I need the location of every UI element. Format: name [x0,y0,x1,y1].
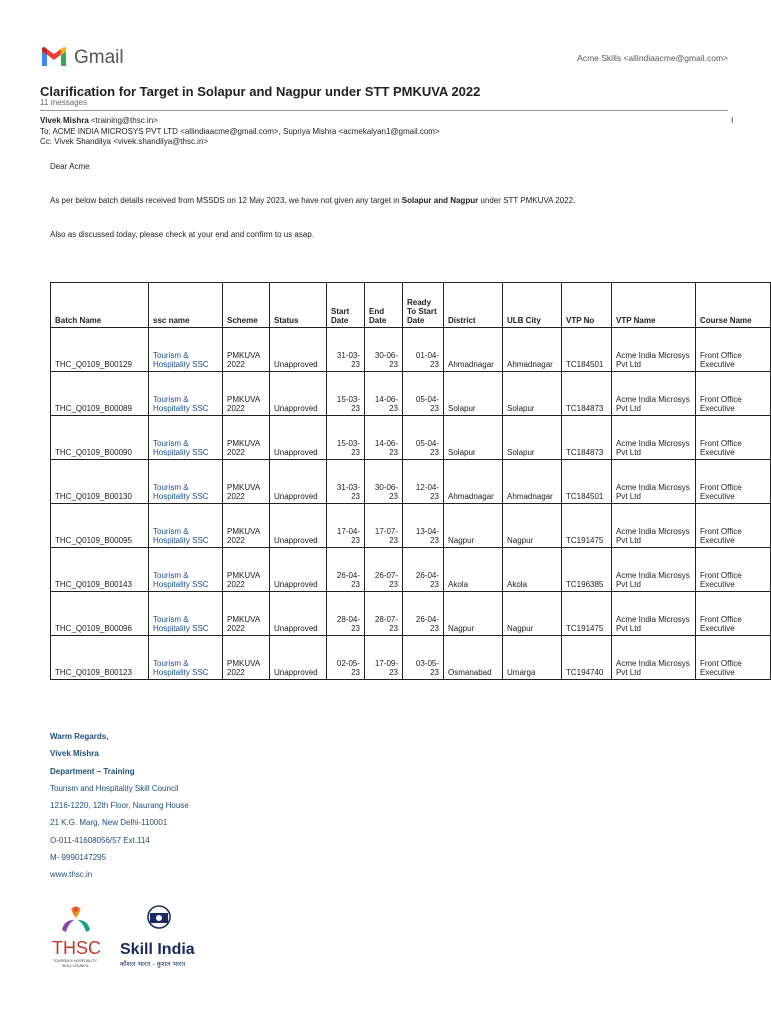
scheme-cell: PMKUVA 2022 [223,416,270,460]
col-header: Status [270,283,327,328]
status-cell: Unapproved [270,548,327,592]
batch-table-container [50,282,752,678]
district-cell: Akola [444,548,503,592]
status-cell: Unapproved [270,592,327,636]
col-header: VTP Name [612,283,696,328]
table-row [51,504,771,548]
start-date-cell: 31-03-23 [327,328,365,372]
skill-india-wordmark: Skill India [120,941,195,958]
ulb-city-cell: Ahmadnagar [503,460,562,504]
batch-name-cell: THC_Q0109_B00096 [51,592,149,636]
ssc-name-cell: Tourism & Hospitality SSC [149,328,223,372]
body-paragraph-2: Also as discussed today, please check at your end and confirm to us asap. [50,230,314,239]
sig-mobile: M- 9990147295 [50,853,107,863]
sender-name: Vivek Mishra [40,116,89,125]
vtp-no-cell: TC184501 [562,460,612,504]
batch-table-body [51,328,771,680]
course-name-cell: Front Office Executive [696,460,771,504]
col-header: Start Date [327,283,365,328]
ulb-city-cell: Nagpur [503,592,562,636]
scheme-cell: PMKUVA 2022 [223,548,270,592]
end-date-cell: 30-06-23 [365,328,403,372]
status-cell: Unapproved [270,460,327,504]
sig-organization: Tourism and Hospitality Skill Council [50,783,179,793]
table-row [51,548,771,592]
course-name-cell: Front Office Executive [696,328,771,372]
course-name-cell: Front Office Executive [696,416,771,460]
para1-end: under STT PMKUVA 2022. [478,196,576,205]
body-paragraph-1 [50,196,575,205]
end-date-cell: 17-09-23 [365,636,403,680]
district-cell: Ahmadnagar [444,460,503,504]
gmail-logo-icon[interactable] [40,46,68,68]
sig-website-link[interactable]: www.thsc.in [50,870,93,880]
vtp-name-cell: Acme India Microsys Pvt Ltd [612,592,696,636]
vtp-no-cell: TC191475 [562,504,612,548]
vtp-no-cell: TC196385 [562,548,612,592]
batch-name-cell: THC_Q0109_B00123 [51,636,149,680]
scheme-cell: PMKUVA 2022 [223,504,270,548]
end-date-cell: 30-06-23 [365,460,403,504]
ssc-name-cell: Tourism & Hospitality SSC [149,636,223,680]
vtp-no-cell: TC184873 [562,372,612,416]
vtp-name-cell: Acme India Microsys Pvt Ltd [612,328,696,372]
vtp-no-cell: TC184873 [562,416,612,460]
ulb-city-cell: Umarga [503,636,562,680]
col-header: Course Name [696,283,771,328]
sig-address-1: 1216-1220, 12th Floor, Naurang House [50,801,189,811]
ulb-city-cell: Solapur [503,372,562,416]
start-date-cell: 26-04-23 [327,548,365,592]
start-date-cell: 31-03-23 [327,460,365,504]
sig-department: Department – Training [50,766,135,776]
message-meta [40,116,440,148]
ssc-name-cell: Tourism & Hospitality SSC [149,416,223,460]
page-marker: I [731,116,734,125]
course-name-cell: Front Office Executive [696,592,771,636]
vtp-name-cell: Acme India Microsys Pvt Ltd [612,416,696,460]
vtp-name-cell: Acme India Microsys Pvt Ltd [612,636,696,680]
district-cell: Nagpur [444,592,503,636]
table-row [51,636,771,680]
col-header: Ready To Start Date [403,283,444,328]
ssc-name-cell: Tourism & Hospitality SSC [149,372,223,416]
scheme-cell: PMKUVA 2022 [223,460,270,504]
greeting: Dear Acme [50,162,90,171]
sig-address-2: 21 K.G. Marg, New Delhi-110001 [50,818,168,828]
district-cell: Osmanabad [444,636,503,680]
end-date-cell: 28-07-23 [365,592,403,636]
district-cell: Ahmadnagar [444,328,503,372]
batch-name-cell: THC_Q0109_B00095 [51,504,149,548]
scheme-cell: PMKUVA 2022 [223,372,270,416]
district-cell: Solapur [444,416,503,460]
table-header-row [51,283,771,328]
ulb-city-cell: Solapur [503,416,562,460]
ready-date-cell: 03-05-23 [403,636,444,680]
table-row [51,416,771,460]
vtp-name-cell: Acme India Microsys Pvt Ltd [612,548,696,592]
col-header: ssc name [149,283,223,328]
course-name-cell: Front Office Executive [696,548,771,592]
vtp-name-cell: Acme India Microsys Pvt Ltd [612,372,696,416]
signature [50,732,189,888]
col-header: Batch Name [51,283,149,328]
vtp-no-cell: TC191475 [562,592,612,636]
col-header: VTP No [562,283,612,328]
account-label: Acme Skills <allindiaacme@gmail.com> [577,53,728,63]
thread-subject: Clarification for Target in Solapur and Nagpur under STT PMKUVA 2022 [40,84,481,99]
batch-name-cell: THC_Q0109_B00090 [51,416,149,460]
ssc-name-cell: Tourism & Hospitality SSC [149,460,223,504]
district-cell: Nagpur [444,504,503,548]
status-cell: Unapproved [270,504,327,548]
end-date-cell: 14-06-23 [365,372,403,416]
batch-name-cell: THC_Q0109_B00089 [51,372,149,416]
gmail-wordmark: Gmail [74,47,124,68]
end-date-cell: 17-07-23 [365,504,403,548]
status-cell: Unapproved [270,416,327,460]
table-row [51,592,771,636]
vtp-name-cell: Acme India Microsys Pvt Ltd [612,460,696,504]
col-header: District [444,283,503,328]
scheme-cell: PMKUVA 2022 [223,592,270,636]
sender-email: <training@thsc.in> [88,116,158,125]
ready-date-cell: 05-04-23 [403,416,444,460]
batch-name-cell: THC_Q0109_B00129 [51,328,149,372]
ready-date-cell: 12-04-23 [403,460,444,504]
sender-line [40,116,440,127]
header-divider [40,110,728,111]
ready-date-cell: 05-04-23 [403,372,444,416]
end-date-cell: 14-06-23 [365,416,403,460]
ready-date-cell: 01-04-23 [403,328,444,372]
para1-text: As per below batch details received from MSSDS on 12 May 2023, we have not given any target in [50,196,402,205]
col-header: Scheme [223,283,270,328]
start-date-cell: 17-04-23 [327,504,365,548]
message-count: 11 messages [40,98,87,107]
vtp-no-cell: TC184501 [562,328,612,372]
vtp-no-cell: TC194740 [562,636,612,680]
batch-name-cell: THC_Q0109_B00130 [51,460,149,504]
start-date-cell: 28-04-23 [327,592,365,636]
ready-date-cell: 26-04-23 [403,548,444,592]
table-row [51,372,771,416]
para1-highlight: Solapur and Nagpur [401,196,479,205]
vtp-name-cell: Acme India Microsys Pvt Ltd [612,504,696,548]
thsc-tagline-2: SKILL COUNCIL [62,964,89,968]
start-date-cell: 15-03-23 [327,416,365,460]
start-date-cell: 15-03-23 [327,372,365,416]
sig-name: Vivek Mishra [50,749,99,759]
table-row [51,460,771,504]
ssc-name-cell: Tourism & Hospitality SSC [149,504,223,548]
col-header: ULB City [503,283,562,328]
start-date-cell: 02-05-23 [327,636,365,680]
ssc-name-cell: Tourism & Hospitality SSC [149,592,223,636]
course-name-cell: Front Office Executive [696,636,771,680]
sig-regards: Warm Regards, [50,732,109,741]
course-name-cell: Front Office Executive [696,504,771,548]
scheme-cell: PMKUVA 2022 [223,636,270,680]
scheme-cell: PMKUVA 2022 [223,328,270,372]
thsc-wordmark: THSC [52,938,101,958]
thsc-tagline-1: TOURISM & HOSPITALITY [53,959,97,963]
ulb-city-cell: Nagpur [503,504,562,548]
ulb-city-cell: Ahmadnagar [503,328,562,372]
skill-india-logo-icon [120,906,195,968]
status-cell: Unapproved [270,636,327,680]
ready-date-cell: 13-04-23 [403,504,444,548]
status-cell: Unapproved [270,372,327,416]
batch-table [50,282,771,680]
ready-date-cell: 26-04-23 [403,592,444,636]
status-cell: Unapproved [270,328,327,372]
to-line: To: ACME INDIA MICROSYS PVT LTD <allindiaacme@gmail.com>, Supriya Mishra <acmekalyan1@gmail.com> [40,126,440,136]
gmail-header [40,46,728,72]
cc-line: Cc: Vivek Shandilya <vivek.shandilya@thsc.in> [40,137,209,146]
ssc-name-cell: Tourism & Hospitality SSC [149,548,223,592]
thsc-logo-icon [52,906,101,968]
end-date-cell: 26-07-23 [365,548,403,592]
district-cell: Solapur [444,372,503,416]
skill-india-hindi: कौशल भारत - कुशल भारत [120,960,186,968]
course-name-cell: Front Office Executive [696,372,771,416]
signature-logos [50,904,210,976]
ulb-city-cell: Akola [503,548,562,592]
batch-name-cell: THC_Q0109_B00143 [51,548,149,592]
sig-phone: O-011-41608056/57 Ext.114 [50,835,150,845]
table-row [51,328,771,372]
col-header: End Date [365,283,403,328]
